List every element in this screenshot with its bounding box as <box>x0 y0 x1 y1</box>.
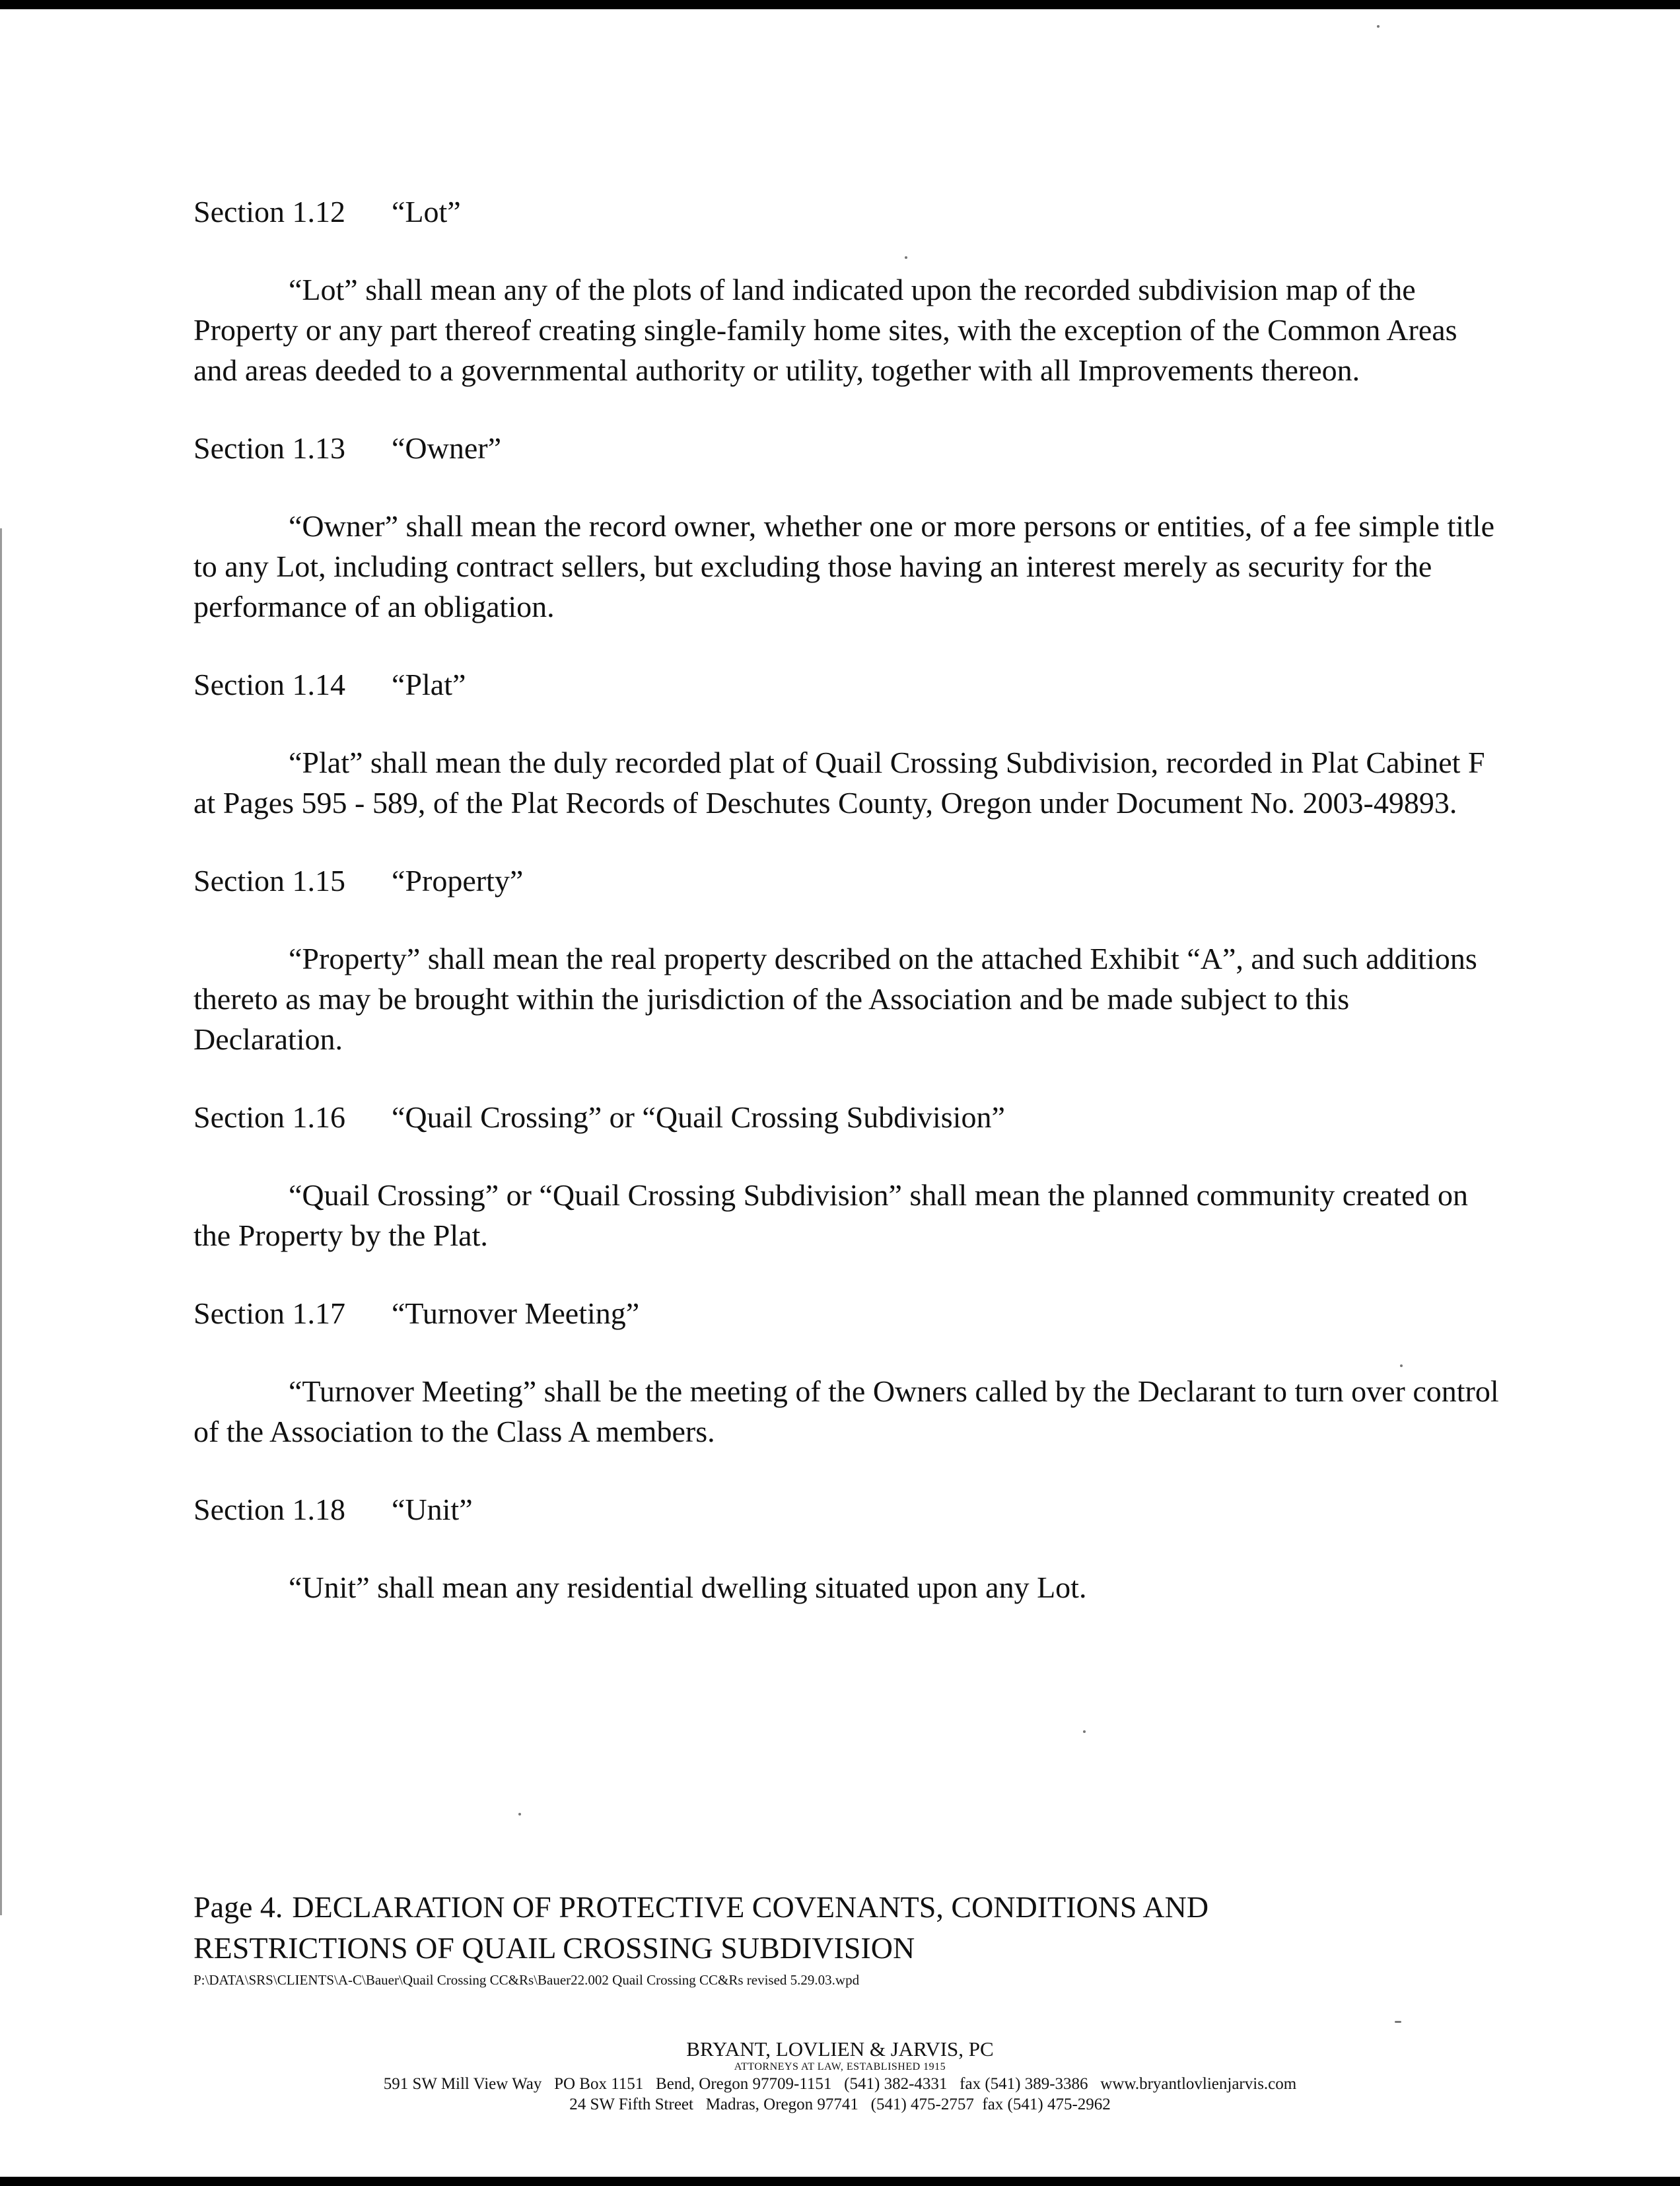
section-paragraph: “Quail Crossing” or “Quail Crossing Subdivision” shall mean the planned community created on the Property by the Plat. <box>193 1178 1468 1252</box>
section-heading <box>193 664 1501 705</box>
scan-left-edge-mark <box>0 528 2 1915</box>
page-number-label: Page 4. <box>193 1890 283 1924</box>
section-number: Section 1.14 <box>193 668 345 701</box>
section-1-12 <box>193 192 1501 390</box>
page-footer <box>193 1887 1514 1990</box>
section-1-17 <box>193 1293 1501 1452</box>
file-path: P:\DATA\SRS\CLIENTS\A-C\Bauer\Quail Crossing CC&Rs\Bauer22.002 Quail Crossing CC&Rs revised 5.29.03.wpd <box>193 1972 860 1988</box>
section-heading <box>193 1293 1501 1333</box>
section-title: “Turnover Meeting” <box>392 1296 640 1330</box>
section-number: Section 1.13 <box>193 431 345 465</box>
section-heading <box>193 192 1501 232</box>
scan-speck <box>518 1813 521 1816</box>
section-heading <box>193 1097 1501 1137</box>
section-1-16 <box>193 1097 1501 1255</box>
scan-speck <box>1395 2021 1401 2023</box>
footer-title-text: DECLARATION OF PROTECTIVE COVENANTS, CONDITIONS AND <box>292 1890 1209 1924</box>
firm-address-bend: 591 SW Mill View Way PO Box 1151 Bend, Oregon 97709-1151 (541) 382-4331 fax (541) 389-3386 www.bryantlovlienjarvis.com <box>383 2075 1297 2093</box>
section-paragraph: “Plat” shall mean the duly recorded plat of Quail Crossing Subdivision, recorded in Plat Cabinet F at Pages 595 - 589, of the Plat Records of Deschutes County, Oregon under Document No. 2003-49893. <box>193 746 1500 820</box>
section-heading <box>193 1489 1501 1530</box>
firm-address-madras: 24 SW Fifth Street Madras, Oregon 97741 (541) 475-2757 fax (541) 475-2962 <box>569 2096 1111 2113</box>
section-number: Section 1.12 <box>193 195 345 229</box>
section-paragraph: “Unit” shall mean any residential dwelling situated upon any Lot. <box>289 1570 1087 1604</box>
scan-speck <box>1083 1730 1086 1733</box>
section-1-18 <box>193 1489 1501 1607</box>
section-1-14 <box>193 664 1501 823</box>
section-title: “Lot” <box>392 195 461 229</box>
scan-speck <box>1377 25 1380 28</box>
section-title: “Quail Crossing” or “Quail Crossing Subdivision” <box>392 1100 1005 1134</box>
section-number: Section 1.17 <box>193 1296 345 1330</box>
section-paragraph: “Turnover Meeting” shall be the meeting of the Owners called by the Declarant to turn over control of the Association to the Class A members. <box>193 1374 1499 1448</box>
section-number: Section 1.18 <box>193 1493 345 1526</box>
firm-name: BRYANT, LOVLIEN & JARVIS, PC <box>686 2037 994 2061</box>
scan-bottom-border <box>0 2177 1680 2186</box>
scan-top-border <box>0 0 1680 9</box>
section-heading <box>193 428 1501 468</box>
section-title: “Property” <box>392 864 524 898</box>
section-title: “Unit” <box>392 1493 473 1526</box>
section-number: Section 1.15 <box>193 864 345 898</box>
section-number: Section 1.16 <box>193 1100 345 1134</box>
section-1-13 <box>193 428 1501 627</box>
section-1-15 <box>193 861 1501 1059</box>
law-firm-letterhead <box>180 2038 1500 2115</box>
section-title: “Owner” <box>392 431 502 465</box>
firm-tagline: ATTORNEYS AT LAW, ESTABLISHED 1915 <box>734 2061 946 2072</box>
footer-title-line-2: RESTRICTIONS OF QUAIL CROSSING SUBDIVISION <box>193 1931 915 1965</box>
section-paragraph: “Owner” shall mean the record owner, whether one or more persons or entities, of a fee simple title to any Lot, including contract sellers, but excluding those having an interest merely as security for the performance of an obligation. <box>193 509 1494 623</box>
document-body <box>193 192 1501 1645</box>
section-heading <box>193 861 1501 901</box>
section-paragraph: “Lot” shall mean any of the plots of land indicated upon the recorded subdivision map of the Property or any part thereof creating single-family home sites, with the exception of the Common Areas and areas deeded to a governmental authority or utility, together with all Improvements thereon. <box>193 273 1457 387</box>
footer-title-line-1 <box>193 1887 1514 1928</box>
section-paragraph: “Property” shall mean the real property described on the attached Exhibit “A”, and such additions thereto as may be brought within the jurisdiction of the Association and be made subject to this Declaration. <box>193 942 1477 1056</box>
section-title: “Plat” <box>392 668 466 701</box>
